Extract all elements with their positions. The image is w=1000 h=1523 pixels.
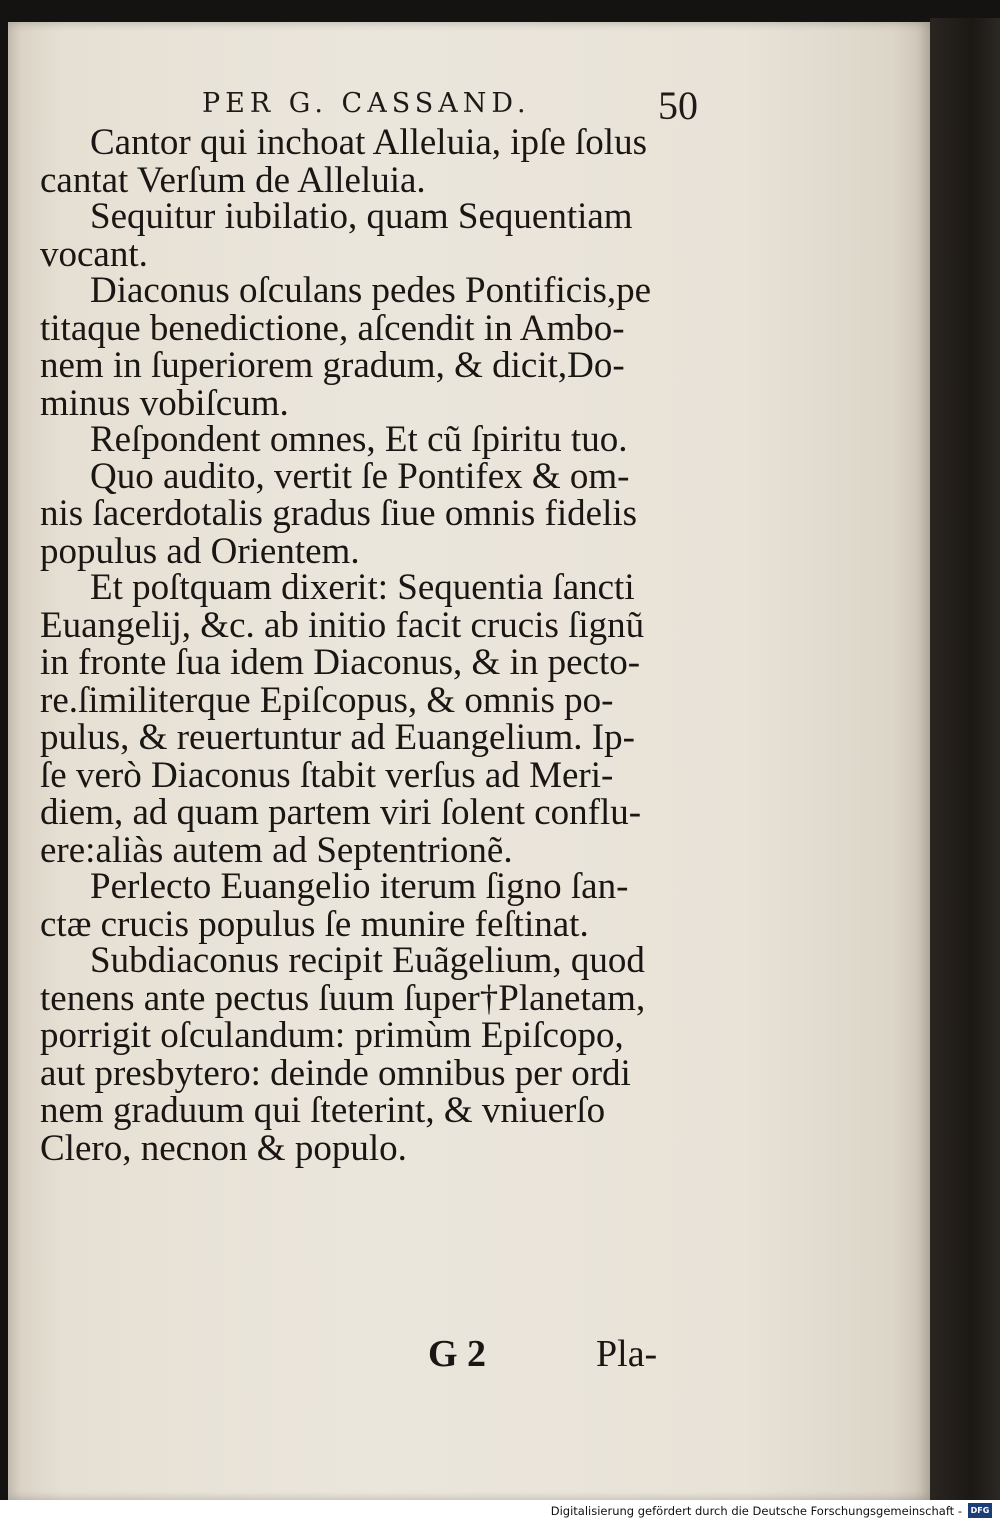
paragraph [40,868,700,943]
text-line: Sequitur iubilatio, quam Sequentiam [90,196,633,237]
text-line: pulus, & reuertuntur ad Euangelium. Ip- [40,717,635,758]
signature-mark: G 2 [428,1333,487,1375]
text-line: Euangelij, &c. ab initio facit crucis ſignũ [40,604,645,646]
digitization-credit-text: Digitalisierung gefördert durch die Deutsche Forschungsgemeinschaft - [550,1504,962,1518]
book-edge [930,18,1000,1500]
page-number: 50 [658,83,698,128]
text-line: nem in ſuperiorem gradum, & dicit,Do- [40,345,625,386]
page-footer [428,1332,688,1382]
text-line: Diaconus oſculans pedes Pontificis,pe [90,270,652,311]
text-line: nem graduum qui ſteterint, & vniuerſo [40,1090,606,1131]
digitization-credit-bar [0,1500,1000,1523]
text-line: titaque benedictione, aſcendit in Ambo- [40,307,625,349]
text-line: diem, ad quam partem viri ſolent conflu- [40,792,642,833]
text-line: Subdiaconus recipit Euãgelium, quod [90,940,645,981]
running-head-title: PER G. CASSAND. [202,88,531,119]
text-line: ctæ crucis populus ſe munire feſtinat. [40,903,589,945]
text-line: Quo audito, vertit ſe Pontifex & om- [90,455,630,497]
paragraph [40,272,700,422]
text-line: populus ad Orientem. [40,530,360,572]
dfg-logo: DFG [968,1503,992,1518]
text-line: Reſpondent omnes, Et cũ ſpiritu tuo. [90,419,628,460]
paragraph [40,421,700,459]
text-line: Cantor qui inchoat Alleluia, ipſe ſolus [90,122,647,163]
text-line: nis ſacerdotalis gradus ſiue omnis fidelis [40,493,638,534]
paragraph [40,124,700,199]
body-text [40,122,700,1169]
paragraph [40,942,700,1167]
text-line: minus vobiſcum. [40,382,289,424]
text-line: vocant. [40,233,148,275]
paragraph [40,569,700,869]
text-line: re.ſimiliterque Epiſcopus, & omnis po- [40,679,614,721]
catchword: Pla- [596,1333,658,1375]
text-line: Et poſtquam dixerit: Sequentia ſancti [90,567,635,608]
text-line: tenens ante pectus ſuum ſuper†Planetam, [40,977,646,1019]
text-line: aut presbytero: deinde omnibus per ordi [40,1052,631,1094]
text-line: Perlecto Euangelio iterum ſigno ſan- [90,866,629,907]
text-line: ſe verò Diaconus ſtabit verſus ad Meri- [40,754,614,796]
text-line: cantat Verſum de Alleluia. [40,159,426,201]
paragraph [40,198,700,273]
paragraph [40,455,700,572]
text-line: Clero, necnon & populo. [40,1127,407,1169]
text-line: porrigit oſculandum: primùm Epiſcopo, [40,1015,624,1056]
text-line: in fronte ſua idem Diaconus, & in pecto- [40,642,641,683]
text-line: ere:aliàs autem ad Septentrionẽ. [40,829,513,871]
